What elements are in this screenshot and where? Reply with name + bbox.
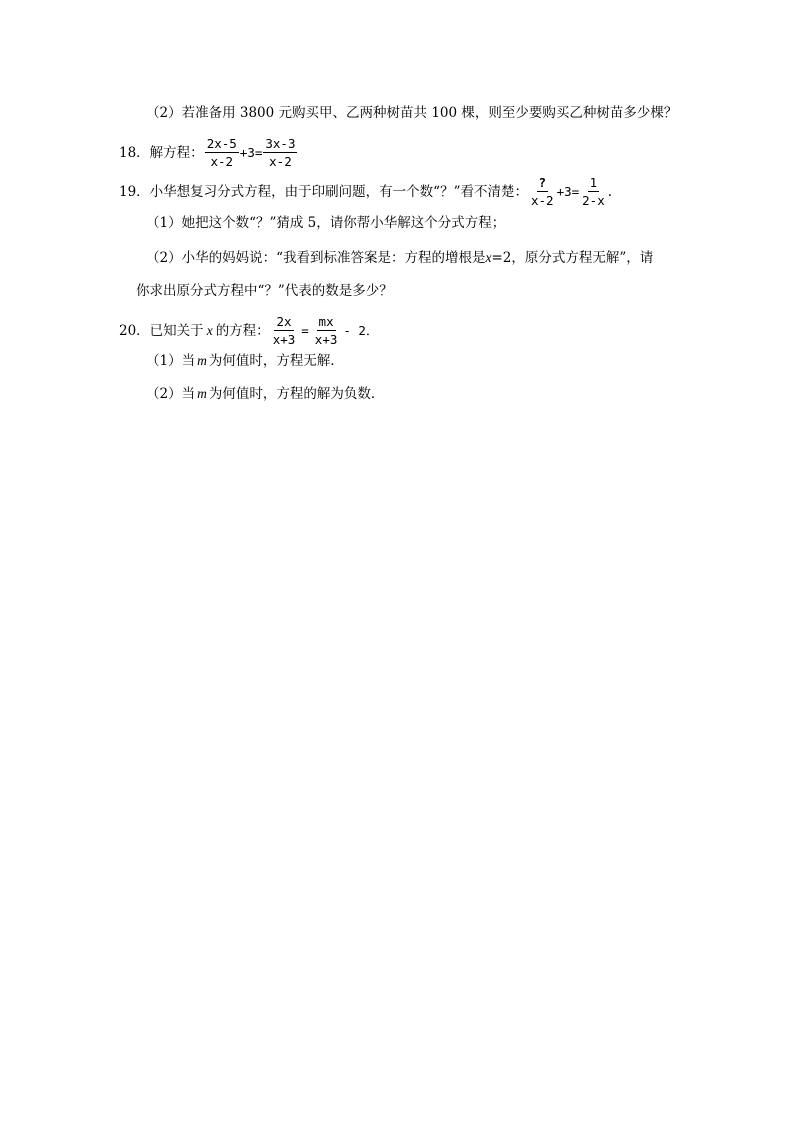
q20-variable: x	[206, 322, 213, 338]
q20-part2-variable: m	[197, 386, 207, 401]
q20-part1-variable: m	[197, 353, 207, 368]
q19-end-period: .	[607, 183, 613, 200]
q20-fraction-left	[271, 314, 298, 347]
q20-part2-text-b: 为何值时，方程的解为负数．	[208, 386, 385, 402]
q20-part1-text-a: （1）当	[146, 353, 196, 369]
q18-fraction-right	[263, 136, 297, 169]
q20-tail: - 2．	[343, 322, 379, 338]
q20-equals: =	[301, 322, 309, 338]
q18-equation	[119, 136, 298, 169]
q17-part2-text: （2）若准备用 3800 元购买甲、乙两种树苗共 100 棵，则至少要购买乙种树苗多少棵？	[146, 105, 678, 121]
q19-part2-cont-text: 你求出原分式方程中“？”代表的数是多少？	[136, 283, 393, 299]
q17-part2	[146, 103, 677, 123]
q19-plus-three: +3=	[556, 183, 580, 199]
q19-fraction-right	[580, 175, 607, 208]
q20-part1	[146, 351, 344, 371]
q18-frac1-denominator: x-2	[210, 154, 234, 169]
q19-frac2-denominator: 2-x	[582, 193, 605, 208]
q19-frac1-numerator: ?	[538, 175, 547, 190]
q19-intro	[119, 175, 612, 208]
q18-frac1-numerator: 2x-5	[206, 136, 237, 151]
q19-part2	[146, 248, 653, 268]
q19-frac2-numerator: 1	[589, 175, 598, 190]
q19-part2-text-a: （2）小华的妈妈说：“我看到标准答案是：方程的增根是	[146, 250, 486, 266]
q19-frac1-denominator: x-2	[530, 193, 554, 208]
q18-frac2-numerator: 3x-3	[265, 136, 296, 151]
q20-fraction-right	[313, 314, 340, 347]
q18-fraction-left	[205, 136, 239, 169]
q20-equation	[119, 314, 378, 347]
q20-frac1-denominator: x+3	[272, 332, 296, 347]
q20-part1-text-b: 为何值时，方程无解．	[208, 353, 344, 369]
q19-part2-continued	[136, 281, 393, 301]
q20-part2-text-a: （2）当	[146, 386, 196, 402]
q18-frac2-denominator: x-2	[269, 154, 292, 169]
q18-plus-three: +3=	[239, 144, 263, 160]
q20-part2	[146, 384, 384, 404]
q19-intro-text: 19．小华想复习分式方程，由于印刷问题，有一个数“？”看不清楚：	[119, 183, 528, 200]
q20-frac2-numerator: mx	[318, 314, 334, 329]
q19-fraction-left	[529, 175, 556, 208]
q20-frac2-denominator: x+3	[314, 332, 338, 347]
q20-prefix2: 的方程：	[215, 322, 270, 339]
q19-part1-text: （1）她把这个数“？”猜成 5，请你帮小华解这个分式方程；	[146, 215, 506, 231]
q18-prefix: 18．解方程：	[119, 144, 204, 161]
q19-part1	[146, 213, 505, 233]
q20-frac1-numerator: 2x	[276, 314, 292, 329]
q19-part2-text-b: =2，原分式方程无解”，请	[491, 250, 654, 266]
q20-prefix: 20．已知关于	[119, 322, 204, 339]
q19-part2-variable: x	[485, 250, 492, 265]
